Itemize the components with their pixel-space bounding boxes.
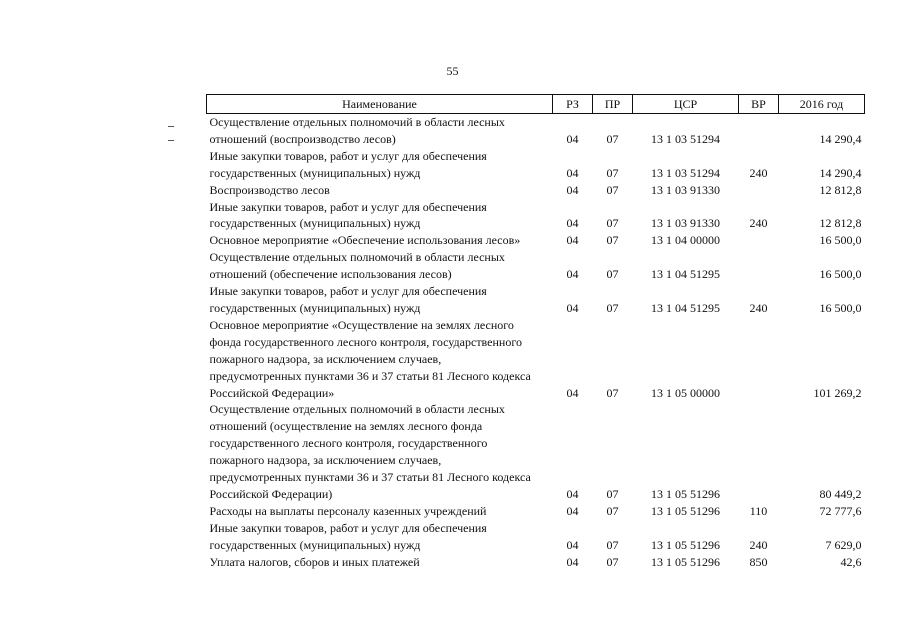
row-rz: 04	[566, 503, 579, 518]
row-csr: 13 1 04 00000	[651, 233, 720, 248]
row-rz: 04	[566, 537, 579, 552]
table-row	[207, 520, 865, 554]
table-row	[207, 503, 865, 520]
row-name: Осуществление отдельных полномочий в области лесных отношений (обеспечение использования лесов)	[209, 250, 505, 282]
row-vr: 240	[749, 300, 768, 315]
row-name: Воспроизводство лесов	[209, 182, 330, 197]
row-rz: 04	[566, 385, 579, 400]
header-vr: ВР	[739, 95, 779, 114]
header-year: 2016 год	[779, 95, 865, 114]
row-amount: 80 449,2	[819, 486, 862, 501]
table-row	[207, 199, 865, 233]
header-rz: РЗ	[553, 95, 593, 114]
row-csr: 13 1 03 91330	[651, 216, 720, 231]
table-body	[207, 114, 865, 571]
row-name: Основное мероприятие «Обеспечение использования лесов»	[209, 233, 521, 248]
row-csr: 13 1 05 51296	[651, 486, 720, 501]
row-amount: 42,6	[840, 554, 862, 569]
row-csr: 13 1 04 51295	[651, 300, 720, 315]
row-rz: 04	[566, 216, 579, 231]
row-vr	[739, 182, 779, 199]
row-csr: 13 1 05 51296	[651, 503, 720, 518]
row-amount: 7 629,0	[825, 537, 862, 552]
row-pr: 07	[606, 385, 619, 400]
row-pr: 07	[606, 503, 619, 518]
row-pr: 07	[606, 233, 619, 248]
row-vr	[739, 114, 779, 148]
row-name: Иные закупки товаров, работ и услуг для обеспечения государственных (муниципальных) нужд	[209, 284, 487, 315]
row-rz: 04	[566, 233, 579, 248]
row-name: Основное мероприятие «Осуществление на землях лесного фонда государственного лесного контроля, государственного пожарного надзора, за исключением случаев, предусмотренных пунктами 36 и 37 статьи 81 Лесного кодекса Российской Федерации»	[209, 317, 531, 400]
margin-mark	[168, 126, 174, 127]
table-row	[207, 232, 865, 249]
row-amount: 16 500,0	[819, 300, 862, 315]
row-rz: 04	[566, 554, 579, 569]
table-row	[207, 317, 865, 402]
table-header	[207, 95, 865, 114]
row-csr: 13 1 05 51296	[651, 537, 720, 552]
row-name: Иные закупки товаров, работ и услуг для обеспечения государственных (муниципальных) нужд	[209, 148, 487, 180]
row-pr: 07	[606, 216, 619, 231]
row-name: Иные закупки товаров, работ и услуг для обеспечения государственных (муниципальных) нужд	[209, 199, 487, 231]
row-pr: 07	[606, 267, 619, 282]
row-vr: 240	[749, 216, 768, 231]
header-csr: ЦСР	[633, 95, 739, 114]
row-name: Осуществление отдельных полномочий в области лесных отношений (воспроизводство лесов)	[209, 115, 505, 146]
table-row	[207, 182, 865, 199]
row-vr	[739, 232, 779, 249]
row-rz: 04	[566, 182, 579, 197]
table-row	[207, 554, 865, 571]
row-amount: 12 812,8	[819, 182, 862, 197]
row-csr: 13 1 05 51296	[651, 554, 720, 569]
row-name: Иные закупки товаров, работ и услуг для обеспечения государственных (муниципальных) нужд	[209, 520, 487, 552]
row-pr: 07	[606, 182, 619, 197]
budget-table	[206, 94, 865, 570]
row-pr: 07	[606, 165, 619, 180]
row-vr	[739, 249, 779, 283]
row-amount: 16 500,0	[819, 233, 862, 248]
row-rz: 04	[566, 267, 579, 282]
row-vr	[739, 401, 779, 502]
row-name: Осуществление отдельных полномочий в области лесных отношений (осуществление на землях лесного фонда государственного лесного контроля, государственного пожарного надзора, за исключением случаев, предусмотренных пунктами 36 и 37 статьи 81 Лесного кодекса Российской Федерации)	[209, 402, 531, 501]
row-pr: 07	[606, 131, 619, 146]
row-pr: 07	[606, 537, 619, 552]
row-vr: 110	[749, 503, 768, 518]
header-name: Наименование	[207, 95, 553, 114]
row-amount: 16 500,0	[819, 267, 862, 282]
row-vr	[739, 317, 779, 402]
row-csr: 13 1 03 91330	[651, 182, 720, 197]
table-row	[207, 249, 865, 283]
row-vr: 850	[749, 554, 768, 569]
row-vr: 240	[749, 165, 768, 180]
row-name: Расходы на выплаты персоналу казенных учреждений	[209, 503, 487, 518]
row-pr: 07	[606, 300, 619, 315]
row-name: Уплата налогов, сборов и иных платежей	[209, 554, 420, 569]
row-pr: 07	[606, 486, 619, 501]
row-rz: 04	[566, 300, 579, 315]
row-rz: 04	[566, 131, 579, 146]
margin-mark	[168, 140, 174, 141]
row-rz: 04	[566, 165, 579, 180]
header-row	[207, 95, 865, 114]
row-csr: 13 1 03 51294	[651, 165, 720, 180]
row-amount: 14 290,4	[819, 131, 862, 146]
row-amount: 101 269,2	[813, 385, 862, 400]
row-csr: 13 1 03 51294	[651, 131, 720, 146]
row-csr: 13 1 05 00000	[651, 385, 720, 400]
table-row	[207, 114, 865, 148]
row-csr: 13 1 04 51295	[651, 267, 720, 282]
header-pr: ПР	[593, 95, 633, 114]
row-rz: 04	[566, 486, 579, 501]
row-amount: 12 812,8	[819, 216, 862, 231]
table-row	[207, 283, 865, 317]
table-row	[207, 148, 865, 182]
table-row	[207, 401, 865, 502]
page-number: 55	[446, 64, 459, 78]
row-vr: 240	[749, 537, 768, 552]
row-amount: 14 290,4	[819, 165, 862, 180]
row-amount: 72 777,6	[819, 503, 862, 518]
row-pr: 07	[606, 554, 619, 569]
